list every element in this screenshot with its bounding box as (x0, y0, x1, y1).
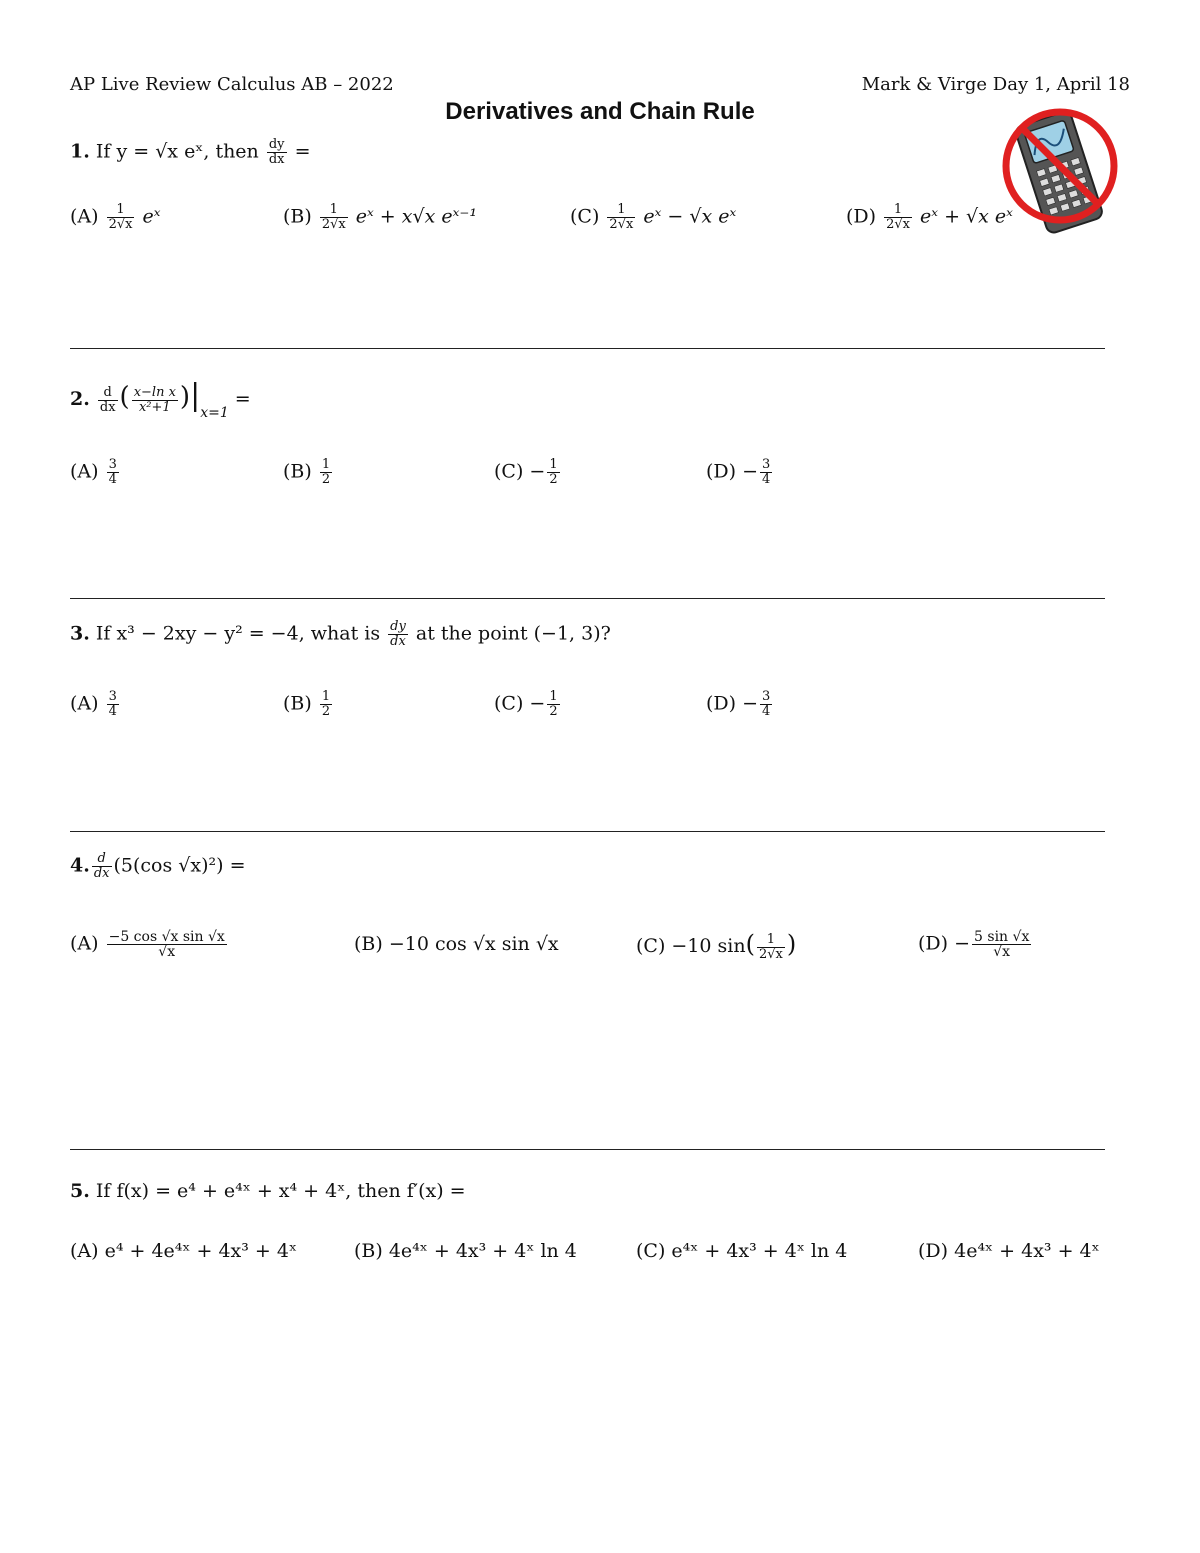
derivative-operator (98, 386, 118, 415)
fraction-denominator: 4 (108, 704, 117, 719)
choice-letter: (B) (283, 205, 312, 228)
choice-1b (283, 203, 477, 232)
choice-letter: (D) (918, 932, 949, 955)
choice-letter: (D) (846, 205, 877, 228)
fraction (267, 138, 287, 167)
fraction (132, 386, 178, 415)
fraction (320, 203, 348, 232)
fraction (107, 458, 119, 487)
choice-3a (70, 690, 121, 719)
fraction-numerator: 1 (321, 457, 331, 472)
fraction-denominator: dx (93, 866, 110, 881)
fraction (760, 458, 772, 487)
fraction-numerator: 1 (321, 689, 331, 704)
choice-expression: 4e⁴ˣ + 4x³ + 4ˣ (954, 1240, 1100, 1262)
choice-letter: (B) (283, 460, 312, 483)
choice-expression: eˣ + x√x eˣ⁻¹ (355, 205, 477, 228)
choice-3c (494, 690, 562, 719)
choice-letter: (A) (70, 1240, 99, 1262)
choice-3d (706, 690, 774, 719)
choice-letter: (C) (636, 1240, 666, 1262)
fraction-denominator: 4 (108, 472, 117, 487)
fraction-denominator: dx (99, 399, 116, 415)
fraction-numerator: 1 (320, 203, 348, 218)
choice-5d (918, 1240, 1100, 1262)
choice-letter: (C) (494, 460, 524, 483)
choice-letter: (B) (354, 933, 383, 955)
fraction-numerator: 3 (108, 457, 117, 472)
choice-5c (636, 1240, 847, 1262)
choice-letter: (A) (70, 692, 99, 715)
fraction (972, 930, 1031, 959)
choice-expression: eˣ (142, 205, 161, 228)
fraction (760, 690, 772, 719)
question-2-prompt: 2. $\frac{d}{dx}$ ( $\frac{\text{x−ln x}}{\text{x²+1}}$ )$|_{x=1}$ = (70, 378, 251, 421)
fraction-numerator: dy (390, 619, 406, 634)
fraction-denominator: 4 (762, 472, 771, 487)
question-4-prompt (70, 852, 246, 881)
fraction (107, 203, 135, 232)
fraction-denominator: √x (158, 944, 176, 960)
choice-4b (354, 933, 559, 955)
fraction (107, 930, 227, 959)
divider (70, 598, 1105, 599)
fraction-denominator: 2√x (886, 217, 910, 232)
fraction-denominator: 4 (762, 704, 771, 719)
fraction-numerator: 3 (762, 689, 771, 704)
prompt-text: at the point (−1, 3)? (415, 622, 611, 645)
fraction-numerator: 5 sin √x (974, 929, 1030, 945)
fraction (388, 620, 408, 649)
divider (70, 1149, 1105, 1150)
choice-1a (70, 203, 161, 232)
fraction (757, 933, 785, 962)
choice-letter: (A) (70, 932, 99, 955)
fraction-denominator: dx (268, 152, 285, 167)
choice-5a (70, 1240, 297, 1262)
question-number: 5. (70, 1180, 90, 1202)
choice-expression: eˣ + √x eˣ (920, 205, 1013, 228)
choice-2c (494, 458, 562, 487)
divider (70, 348, 1105, 349)
choice-5b (354, 1240, 577, 1262)
fraction-denominator: dx (390, 634, 406, 649)
fraction (607, 203, 635, 232)
fraction-numerator: −5 cos √x sin √x (108, 929, 225, 945)
choice-expression: e⁴ˣ + 4x³ + 4ˣ ln 4 (671, 1240, 848, 1262)
choice-letter: (A) (70, 205, 99, 228)
choice-expression: 4e⁴ˣ + 4x³ + 4ˣ ln 4 (388, 1240, 577, 1262)
question-number: 4. (70, 854, 90, 877)
choice-letter: (C) (636, 935, 666, 957)
fraction-numerator: 1 (607, 203, 635, 218)
choice-2a (70, 458, 121, 487)
choice-letter: (A) (70, 460, 99, 483)
fraction-numerator: 3 (108, 689, 117, 704)
fraction (320, 458, 332, 487)
fraction-numerator: 1 (549, 457, 558, 472)
choice-2d (706, 458, 774, 487)
header-left: AP Live Review Calculus AB – 2022 (70, 74, 394, 95)
question-1-prompt (70, 138, 310, 167)
fraction-denominator: √x (993, 944, 1011, 960)
fraction (547, 458, 559, 487)
fraction-denominator: 2√x (108, 217, 133, 232)
choice-4d (918, 930, 1033, 959)
prompt-text: If f(x) = e⁴ + e⁴ˣ + x⁴ + 4ˣ, then f′(x) = (95, 1180, 466, 1202)
choice-letter: (C) (570, 205, 600, 228)
choice-expression: eˣ − √x eˣ (643, 205, 737, 228)
fraction-numerator: d (98, 386, 118, 401)
fraction (320, 690, 332, 719)
fraction-denominator: 2 (321, 472, 331, 487)
question-3-prompt (70, 620, 611, 649)
choice-1c (570, 203, 736, 232)
fraction-denominator: 2√x (321, 217, 346, 232)
choice-sign: − (529, 692, 546, 715)
question-number: 2. (70, 388, 90, 410)
choice-letter: (B) (283, 692, 312, 715)
prompt-text: If y = √x eˣ, then (95, 140, 259, 163)
choice-2b (283, 458, 334, 487)
fraction-denominator: x²+1 (138, 399, 171, 415)
divider (70, 831, 1105, 832)
choice-4c: (C) −10 sin( $\frac{1}{2√x}$ ) (636, 930, 797, 962)
fraction-denominator: 2√x (609, 217, 634, 232)
fraction-denominator: 2 (321, 704, 331, 719)
choice-3b (283, 690, 334, 719)
choice-expression: −10 sin (671, 935, 746, 957)
fraction-denominator: 2√x (759, 946, 783, 962)
choice-letter: (B) (354, 1240, 383, 1262)
prompt-text: = (294, 140, 311, 163)
choice-4a (70, 930, 229, 959)
choice-1d (846, 203, 1013, 232)
fraction-numerator: 1 (107, 203, 135, 218)
header-right: Mark & Virge Day 1, April 18 (861, 74, 1130, 95)
fraction-denominator: 2 (549, 472, 558, 487)
prompt-text: = (234, 388, 251, 410)
choice-letter: (D) (706, 460, 737, 483)
choice-sign: − (954, 932, 971, 955)
choice-expression: −10 cos √x sin √x (388, 933, 559, 955)
derivative-operator (92, 852, 112, 881)
question-number: 3. (70, 622, 90, 645)
fraction (884, 203, 912, 232)
question-5-prompt (70, 1180, 466, 1202)
fraction-numerator: 3 (762, 457, 771, 472)
fraction (547, 690, 559, 719)
choice-letter: (D) (918, 1240, 949, 1262)
fraction (107, 690, 119, 719)
evaluation-point: x=1 (200, 405, 229, 421)
choice-letter: (D) (706, 692, 737, 715)
choice-sign: − (742, 460, 759, 483)
no-calculator-icon (1000, 108, 1120, 236)
fraction-numerator: 1 (884, 203, 912, 218)
choice-letter: (C) (494, 692, 524, 715)
fraction-denominator: 2 (549, 704, 558, 719)
fraction-numerator: x−ln x (133, 384, 176, 400)
prompt-expression: (5(cos √x)²) = (113, 854, 246, 877)
page-title: Derivatives and Chain Rule (445, 98, 755, 125)
fraction-numerator: 1 (549, 689, 558, 704)
choice-expression: e⁴ + 4e⁴ˣ + 4x³ + 4ˣ (104, 1240, 298, 1262)
question-number: 1. (70, 140, 90, 163)
fraction-numerator: d (92, 852, 112, 867)
choice-sign: − (529, 460, 546, 483)
choice-sign: − (742, 692, 759, 715)
fraction-numerator: 1 (757, 933, 785, 948)
prompt-text: If x³ − 2xy − y² = −4, what is (95, 622, 381, 645)
fraction-numerator: dy (268, 137, 285, 152)
